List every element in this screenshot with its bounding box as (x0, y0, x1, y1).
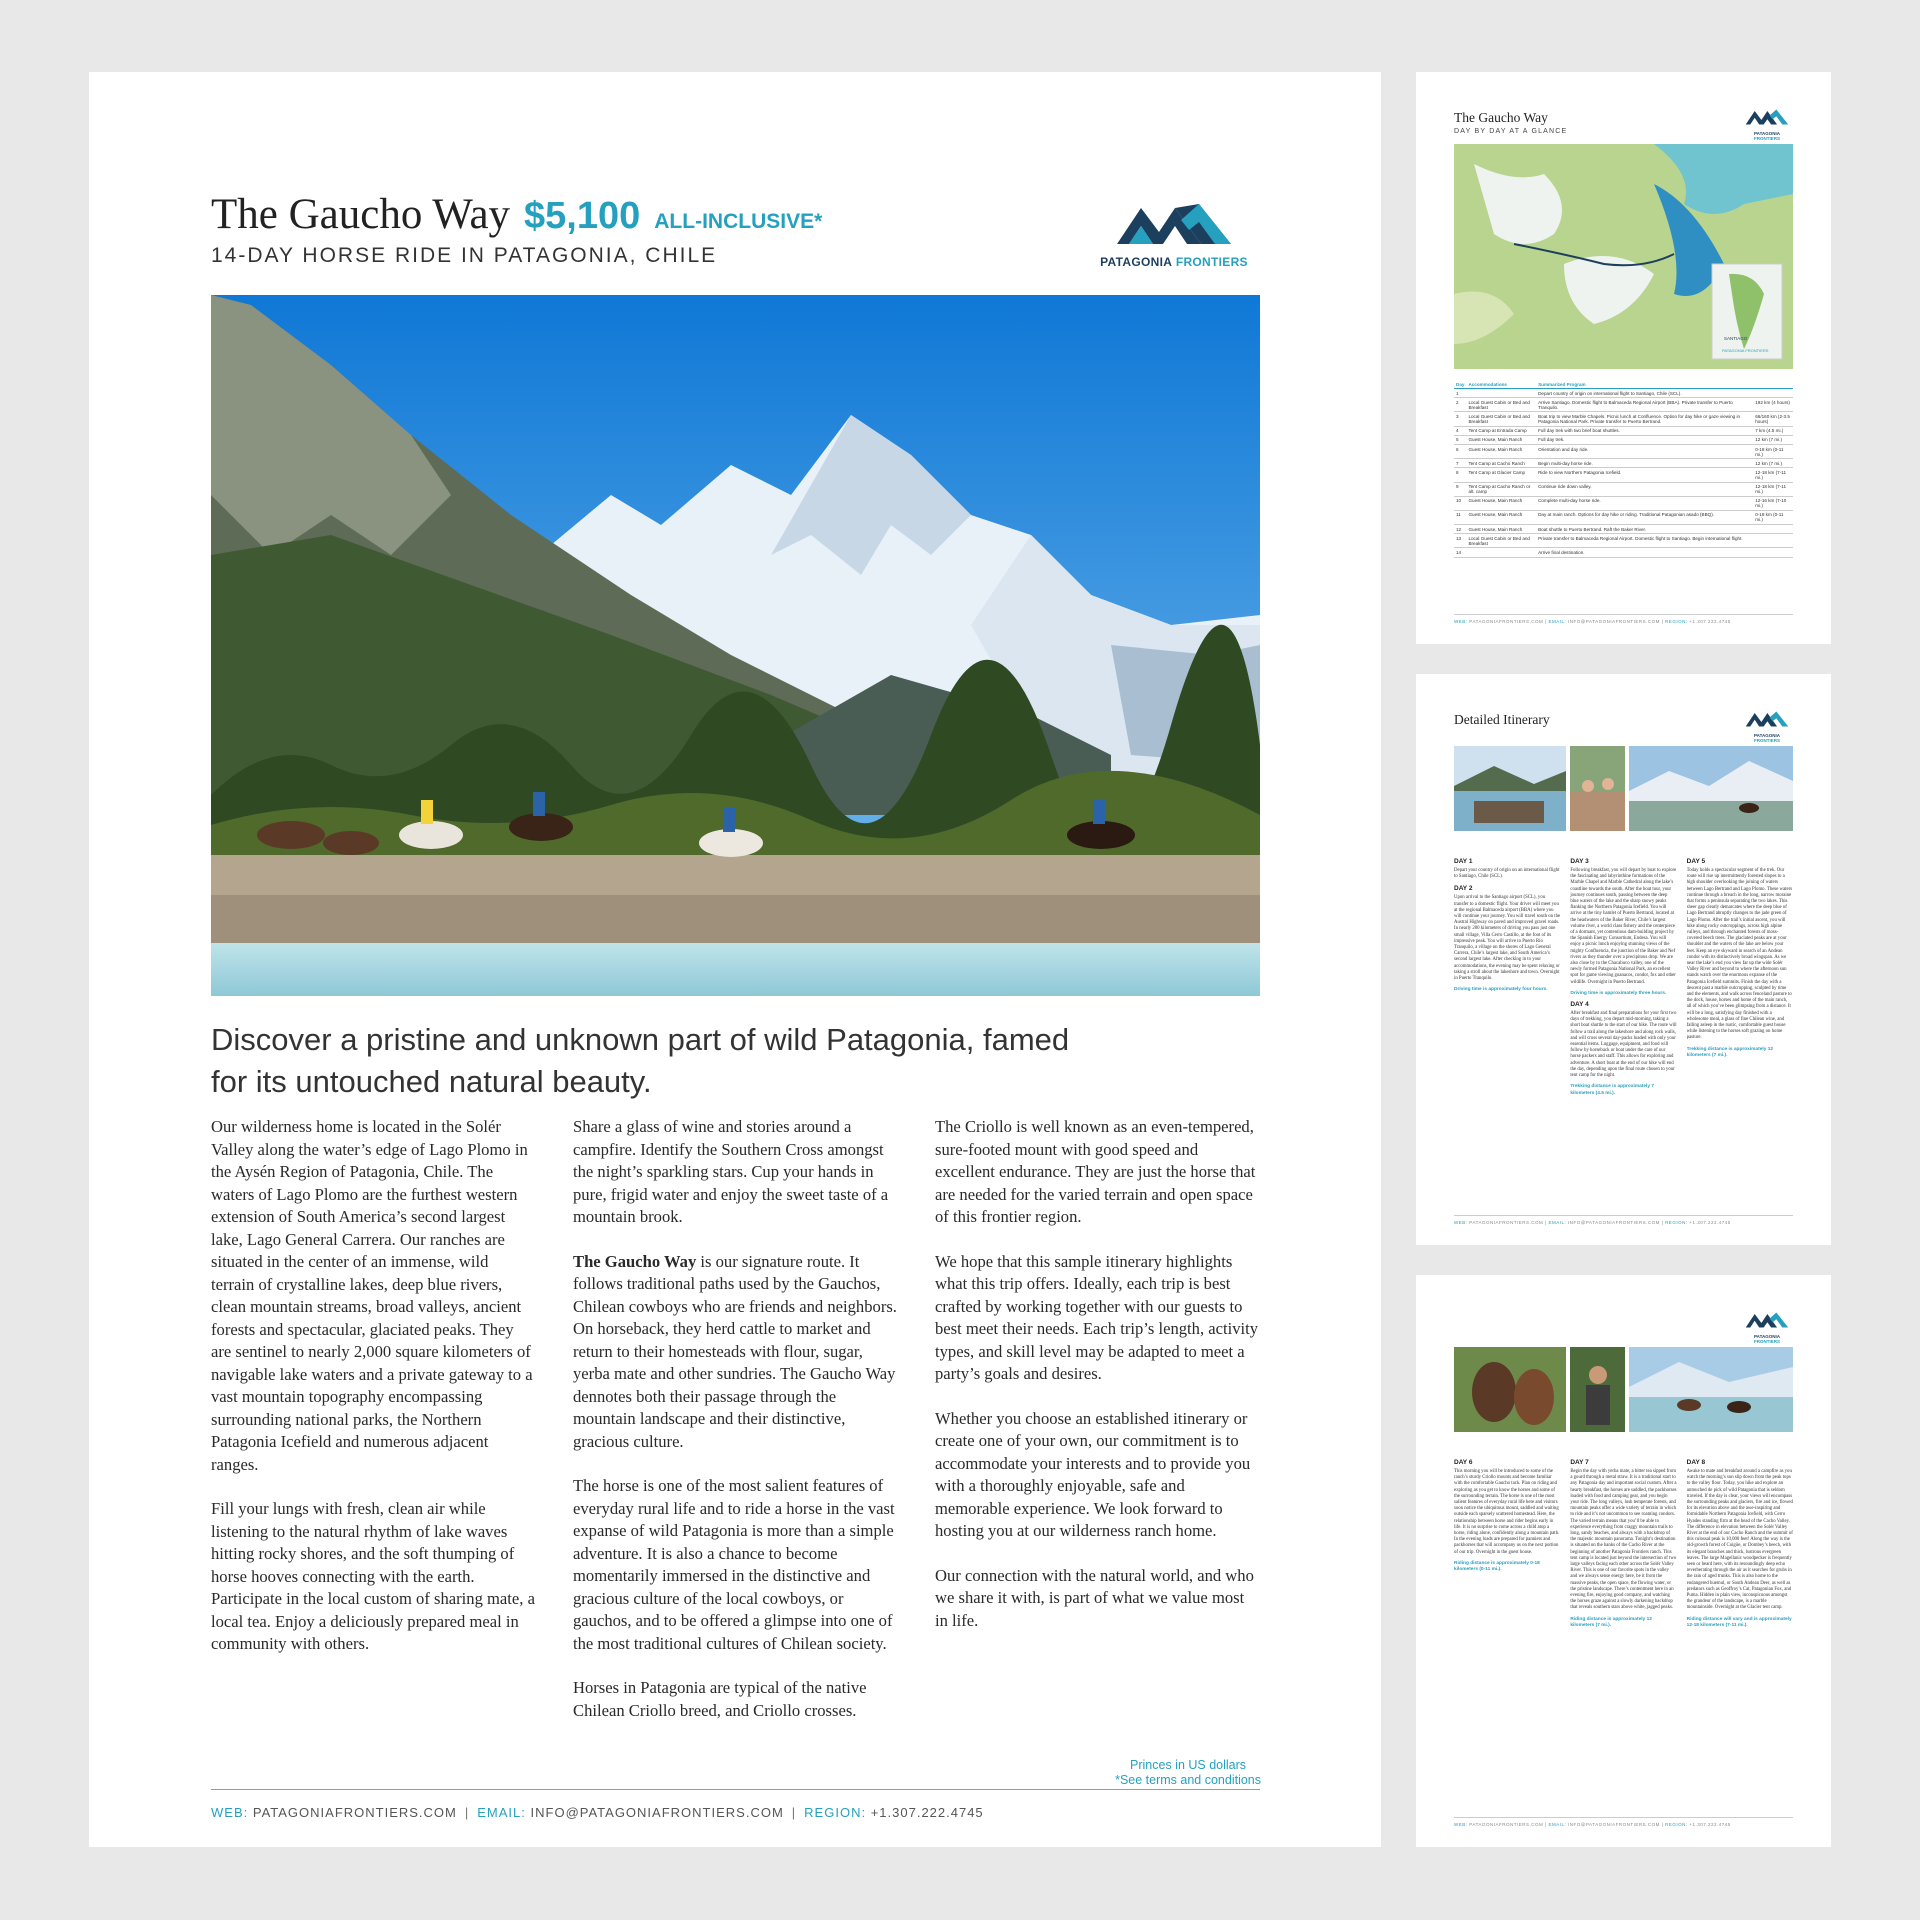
logo-wordmark: PATAGONIA FRONTIERS (1100, 255, 1248, 269)
svg-text:SANTIAGO: SANTIAGO (1724, 336, 1748, 341)
phone-link[interactable]: +1.307.222.4745 (870, 1805, 984, 1820)
table-cell: Continue ride down valley. (1536, 482, 1753, 496)
table-cell: 2 (1454, 398, 1466, 412)
table-cell: 7 km (4.5 mi.) (1753, 426, 1793, 435)
table-row (1454, 398, 1793, 412)
footer: WEB: PATAGONIAFRONTIERS.COM | EMAIL: INFO@PATAGONIAFRONTIERS.COM | REGION: +1.307.222.4745 (211, 1805, 984, 1820)
table-cell: Day at main ranch. Options for day hike or riding. Traditional Patagonian asado (BBQ). (1536, 510, 1753, 524)
table-cell: Guest House, Main Ranch (1466, 510, 1536, 524)
thumb-columns (1454, 1455, 1793, 1633)
itinerary-column-3: DAY 5 Today holds a spectacular segment of the trek. Our route will rise up intermittently forested slopes to a high shoulder overlooking the joining of waters between Lago Bertrand and Lago Plomo. These waters continue through a breach in the long, narrow moraine that forms a peninsula separating the two lakes. This sheer gap clearly demarcates where the deep blue of Lago Bertrand abruptly changes to the jade green of Lago Plomo. After the trail’s initial ascent, you will hike along rocky outcroppings, across high alpine valleys, and through enchanted forests of moss-covered beech trees. The glaciated peaks are at your shoulder and the waters of the lake are below your feet. Keep an eye skyward in search of an Andean condor with its distinctively broad wingspan. As we near the lake’s end you view far up the wide Solér Valley River and beyond to where the afternoon sun stands watch over the enormous expanse of the Patagonia Icefield summits. Finish the day with a descent past a marble outcropping, sculpted by time and the elements, and walk across fenceland pasture to the dock, house, horses and home of the main ranch, all of which you’ve been glimpsing from a distance. It will be a long, satisfying day finished with a wholesome meal, a glass of fine Chilean wine, and falling asleep in the rustic, comfortable guest house while listening to the horses soft grazing on home pasture. Trekking distance is approximately 12 kilometers (7 mi.). (1686, 858, 1793, 1058)
price-note: Princes in US dollars *See terms and conditions (1115, 1758, 1261, 1787)
table-header-cell (1753, 381, 1793, 389)
table-header-cell: Summarized Program (1536, 381, 1753, 389)
table-cell: 192 km (4 hours) (1753, 398, 1793, 412)
footer-divider (211, 1789, 1260, 1790)
table-header-cell: Accommodations (1466, 381, 1536, 389)
table-cell: 0-18 km (0-11 mi.) (1753, 444, 1793, 458)
table-row (1454, 426, 1793, 435)
table-cell: Orientation and day ride. (1536, 444, 1753, 458)
tagline: Discover a pristine and unknown part of wild Patagonia, famed for its untouched natural beauty. (211, 1022, 1070, 1099)
itinerary-column-2: DAY 3 Following breakfast, you will depart by boat to explore the fascinating and labyrinthine formations of the Marble Chapel and Marble Cathedral along the lake’s coastline towards the south. After the boat tour, your journey continues south, passing between the deep blue waters of the lake and the sharp snowy peaks flanking the Northern Patagonia Icefield. You will arrive at the tiny hamlet of Puerto Bertrand, located at the headwaters of the Baker River, Chile’s largest volume river, a world class fishery and the centerpiece of a dormant, yet contentious dam-building project by the Spanish Energy Consortium, Endesa. You will enjoy a picnic lunch enjoying stunning views of the mighty Confluencia, the junction of the Baker and Nef rivers as they thunder over a precipitous drop. We are also close by to the Chacabuco valley, one of the newly formed Patagonia National Park, an excellent spot for game viewing guanacos, condor, fox and other wildlife. Overnight in Puerto Bertrand. Driving time is approximately three hours. DAY 4 After breakfast and final preparations for your first two days of trekking, you depart mid-morning, taking a short boat shuttle to the start of our hike. The route will follow a trail along the lakeshore and along rock walls, and will cross several day-packs loaded with only your essential items. Luggage, equipment, and food will follow by horseback or boat under the care of our horse packers and staff. This allows for exploring and adventure. A short boat at the end of our hike will end the day, depending upon the final route chosen to your tent camp for the night. Trekking distance is approximately 7 kilometers (4.5 mi.). (1570, 858, 1677, 1096)
table-cell: 12-18 km (7-11 mi.) (1753, 468, 1793, 482)
table-cell: Full day trek with two brief boat shuttles. (1536, 426, 1753, 435)
table-row (1454, 548, 1793, 557)
table-cell: Tent Camp at Entrada Camp (1466, 426, 1536, 435)
table-cell: Guest House, Main Ranch (1466, 435, 1536, 444)
table-row (1454, 468, 1793, 482)
thumb-footer: WEB: PATAGONIAFRONTIERS.COM | EMAIL: INFO@PATAGONIAFRONTIERS.COM | REGION: +1.307.222.4745 (1454, 1215, 1793, 1225)
patagonia-frontiers-logo: PATAGONIA FRONTIERS (1741, 1311, 1793, 1344)
thumbnail-days-page[interactable] (1416, 1275, 1831, 1847)
table-cell: Local Guest Cabin or Bed and Breakfast (1466, 412, 1536, 426)
table-cell: Tent Camp at Cacho Ranch or alt. camp (1466, 482, 1536, 496)
thumb-title: Detailed Itinerary (1454, 712, 1550, 727)
body-column-1 (211, 1116, 535, 1744)
boat-photo (1454, 746, 1566, 831)
table-cell: Boat shuttle to Puerto Bertrand. Raft the Baker River. (1536, 525, 1753, 534)
group-photo (1570, 746, 1625, 831)
table-cell: Full day trek. (1536, 435, 1753, 444)
hero-photo (211, 295, 1260, 996)
table-header-cell: Day (1456, 382, 1465, 387)
price-suffix: ALL-INCLUSIVE* (654, 210, 823, 233)
table-cell: 9 (1454, 482, 1466, 496)
paragraph: The Gaucho Way is our signature route. It follows traditional paths used by the Gauchos, Chilean cowboys who are friends and neighbors. On horseback, they herd cattle to market and return to their homesteads with flour, sugar, yerba mate and other sundries. The Gaucho Way dennotes both their passage through the mountain landscape and their distinctive, gracious culture. (573, 1251, 897, 1451)
title-row (211, 190, 822, 239)
region-map (1454, 144, 1793, 369)
itinerary-column-2: DAY 7 Begin the day with yerba mate, a bitter tea sipped from a gourd through a metal straw. It is a traditional start to any Patagonia day and important social custom. After a hearty breakfast, the horses are saddled, the packhorses loaded with food and camping gear, and you begin your ride. The long valleys, lush temperate forests, and mountain peaks offer a wide variety of terrain in which to ride and it’s not uncommon to see roaming condors. The varied terrain means that you’ll be able to experience everything from craggy mountain trails to long, sandy beaches, and always with a backdrop of the majestic mountain panorama. Tonight’s destination is situated on the banks of the Cacho River at the beginning of another Patagonia Frontiers ranch. This tent camp is located just beyond the intersection of two large valleys facing each other across the Solér Valley River. This is one of our favorite spots in the valley and we always sense energy here, be it from the massive peaks, the open space, the flowing water, or the pristine landscape. There’s contentment here in an evening fire, enjoying good company, and watching the horses graze against a slowly darkening backdrop that reveals southern stars above white, jagged peaks. Riding distance is approximately 12 kilometers (7 mi.). (1570, 1459, 1677, 1628)
main-brochure-page (89, 72, 1381, 1847)
table-cell: Arrive final destination. (1536, 548, 1753, 557)
page-title: The Gaucho Way (211, 191, 511, 238)
table-row (1454, 510, 1793, 524)
table-cell: 4 (1454, 426, 1466, 435)
table-cell: Boat trip to view Marble Chapels. Picnic lunch at Confluence. Option for day hike or gaze viewing in Patagonia National Park. Private transfer to Puerto Bertrand. (1536, 412, 1753, 426)
paragraph: Horses in Patagonia are typical of the native Chilean Criollo breed, and Criollo crosses. (573, 1678, 867, 1720)
table-row (1454, 525, 1793, 534)
table-cell: 10 (1454, 496, 1466, 510)
table-row (1454, 412, 1793, 426)
table-row (1454, 389, 1793, 398)
itinerary-summary-table (1454, 381, 1793, 558)
itinerary-column-3: DAY 8 Awake to mate and breakfast around a campfire as you watch the morning’s sun slip down from the peak tops to the valley floor. Today, you hike and explore an untouched de pick of wild Patagonia that is seldom traveled. If the day is clear, your views will encompass the surrounding peaks and glaciers, fire and ice, flowed for its elevation above and the awe-inspiring and formidable Northern Patagonia Icefield, with Cerro Hyades standing firm at the head of the Cacho Valley. The difference in elevation between the Solér Valley River at the end of our Cacho Ranch and the summit of this colossal peak is 10,000 feet! Along the way is the old-growth forest of Coigüe, or Dombey’s beech, with its elegant branches and thick, lustrous evergreen leaves. The large Magellanic woodpecker is frequently seen or heard here, with its resoundingly deep echo reverberating through the air as it searches for grubs in the rain of aged trunks. This is also home to the endangered huemul, or South Andean Deer, as well as predators such as Geoffroy’s Cat, Patagonian Fox, and Puma. Hidden in plain view, inconspicuous amongst the grandeur of the landscape, is a marble mountainside. Overnight at the Glacier tent camp. Riding distance will vary and is approximately 12-18 kilometers (7-11 mi.). (1686, 1459, 1793, 1628)
table-cell: Arrive Santiago. Domestic flight to Balmaceda Regional Airport (BBA). Private transfer to Puerto Tranquilo. (1536, 398, 1753, 412)
table-cell: Local Guest Cabin or Bed and Breakfast (1466, 534, 1536, 548)
table-cell: Ride to view Northern Patagonia Icefield. (1536, 468, 1753, 482)
gaucho-photo (1570, 1347, 1625, 1432)
itinerary-column-1: DAY 1 Depart your country of origin on an international flight to Santiago, Chile (SCL). DAY 2 Upon arrival to the Santiago airport (SCL), you transfer to a domestic flight. Your driver will meet you at the regional Balmaceda airport (BBA) where you will continue your journey. You will travel south on the Austral Highway on paved and improved gravel roads. In nearly 200 kilometers of driving you pass just one small village, Villa Cerro Castillo, at the foot of its impressive peak. You will arrive to Puerto Río Tranquilo, a village on the shores of Lago General Carrera, Chile’s largest lake, and South America’s second largest lake. After checking in to your accommodations, the evening may be spent relaxing or taking a stroll about the lakeshore and town. Overnight in Puerto Tranquilo. Driving time is approximately four hours. (1454, 858, 1561, 993)
thumb-title: The Gaucho Way (1454, 110, 1548, 125)
table-cell: 13 (1454, 534, 1466, 548)
table-row (1454, 459, 1793, 468)
mountain-logo-icon (1745, 108, 1789, 126)
mountain-logo-icon (1745, 710, 1789, 728)
thumbnail-map-page[interactable] (1416, 72, 1831, 644)
patagonia-frontiers-logo (1099, 200, 1249, 269)
bold-route-name: The Gaucho Way (573, 1251, 697, 1271)
table-cell: Guest House, Main Ranch (1466, 444, 1536, 458)
thumb-footer: WEB: PATAGONIAFRONTIERS.COM | EMAIL: INFO@PATAGONIAFRONTIERS.COM | REGION: +1.307.222.4745 (1454, 614, 1793, 624)
table-cell: 6 (1454, 444, 1466, 458)
paragraph: We hope that this sample itinerary highlights what this trip offers. Ideally, each trip is best crafted by working together with our guests to best meet their needs. Each trip’s length, activity types, and skill level may be adapted to meet a party’s goals and desires. (935, 1251, 1259, 1383)
thumb-photo-strip (1454, 746, 1793, 831)
table-cell: 12 (1454, 525, 1466, 534)
table-cell (1753, 525, 1793, 534)
page-subtitle: 14-DAY HORSE RIDE IN PATAGONIA, CHILE (211, 244, 718, 267)
paragraph: Fill your lungs with fresh, clean air while listening to the natural rhythm of lake waves hitting rocky shores, and the soft thumping of horse hooves connecting with the earth. Participate in the local custom of sharing mate, a local tea. Enjoy a deliciously prepared meal in community with others. (211, 1499, 535, 1653)
table-row (1454, 435, 1793, 444)
table-cell (1466, 548, 1536, 557)
table-cell: Complete multi-day horse ride. (1536, 496, 1753, 510)
table-cell (1753, 534, 1793, 548)
thumb-subtitle: DAY BY DAY AT A GLANCE (1454, 128, 1568, 135)
table-cell: Begin multi-day horse ride. (1536, 459, 1753, 468)
body-columns (211, 1116, 1260, 1744)
thumbnail-itinerary-page[interactable] (1416, 674, 1831, 1245)
table-cell: Local Guest Cabin or Bed and Breakfast (1466, 398, 1536, 412)
paragraph: The horse is one of the most salient features of everyday rural life and to ride a horse in the vast expanse of wild Patagonia is more than a simple adventure. It is also a chance to become momentarily immersed in the distinctive and gracious culture of the local cowboys, or gauchos, and to be offered a glimpse into one of the most traditional cultures of Chilean society. (573, 1476, 895, 1653)
table-cell: Guest House, Main Ranch (1466, 496, 1536, 510)
table-cell: 0-18 km (0-11 mi.) (1753, 510, 1793, 524)
table-cell: 7 (1454, 459, 1466, 468)
table-cell: 14 (1454, 548, 1466, 557)
horses-photo (1454, 1347, 1566, 1432)
table-cell: 12-18 km (7-11 mi.) (1753, 482, 1793, 496)
table-cell: 8 (1454, 468, 1466, 482)
email-link[interactable]: INFO@PATAGONIAFRONTIERS.COM (530, 1805, 784, 1820)
patagonia-frontiers-logo: PATAGONIA FRONTIERS (1741, 108, 1793, 141)
patagonia-frontiers-logo: PATAGONIA FRONTIERS (1741, 710, 1793, 743)
table-cell: 66/160 km (2-3.5 hours) (1753, 412, 1793, 426)
table-cell: 5 (1454, 435, 1466, 444)
table-row (1454, 534, 1793, 548)
body-column-2 (573, 1116, 897, 1744)
table-row (1454, 482, 1793, 496)
table-cell: 1 (1454, 389, 1466, 398)
table-cell: 3 (1454, 412, 1466, 426)
riders-photo (1629, 746, 1793, 831)
river-crossing-photo (1629, 1347, 1793, 1432)
thumb-photo-strip (1454, 1347, 1793, 1432)
mountain-logo-icon (1745, 1311, 1789, 1329)
mountain-logo-icon (1115, 200, 1233, 248)
table-cell: Depart country of origin on international flight to Santiago, Chile (SCL). (1536, 389, 1753, 398)
table-cell (1753, 389, 1793, 398)
table-cell: 12 km (7 mi.) (1753, 459, 1793, 468)
table-cell: Tent Camp at Cacho Ranch (1466, 459, 1536, 468)
paragraph: Whether you choose an established itinerary or create one of your own, our commitment is to accommodate your interests and to provide you with a thoroughly enjoyable, safe and memorable experience. We look forward to hosting you at our wilderness ranch home. (935, 1408, 1251, 1540)
table-cell (1466, 389, 1536, 398)
body-column-3 (935, 1116, 1259, 1744)
paragraph: Our wilderness home is located in the Solér Valley along the water’s edge of Lago Plomo in the Aysén Region of Patagonia, Chile. The waters of Lago Plomo are the furthest western extension of South America’s second largest lake, Lago General Carrera. Our ranches are situated in the center of an immense, wild terrain of crystalline lakes, deep blue rivers, clean mountain streams, broad valleys, ancient forests and spectacular, glaciated peaks. They are sentinel to nearly 2,000 square kilometers of navigable lake waters and a private gateway to a vast mountain topography encompassing surrounding national parks, the Northern Patagonia Icefield and numerous adjacent ranges. (211, 1117, 533, 1474)
itinerary-column-1: DAY 6 This morning you will be introduced to some of the ranch’s sturdy Criollo mounts and become familiar with the comfortable Gaucho tack. Plan on riding and exploring as you get to know the horses and some of the surrounding terrain. The horse is one of the most salient features of everyday rural life here and visitors soon notice the ubiquitous mount, saddled and waiting outside each sparsely scattered homestead. Here, the relationship between horse and rider begins early in life. It is no surprise to come across a child atop a horse, riding alone, confidently along a mountain path. In the evening loads are prepared for panniers and packhorses that will accompany us on the next portion of our trip. Overnight in the guest house. Riding distance is approximately 0-18 kilometers (0-11 mi.). (1454, 1459, 1560, 1573)
table-cell: Tent Camp at Glacier Camp (1466, 468, 1536, 482)
table-row (1454, 496, 1793, 510)
paragraph: Our connection with the natural world, and who we share it with, is part of what we value most in life. (935, 1565, 1254, 1630)
paragraph: Share a glass of wine and stories around a campfire. Identify the Southern Cross amongst the night’s sparkling stars. Cup your hands in pure, frigid water and enjoy the sweet taste of a mountain brook. (573, 1117, 889, 1226)
paragraph: The Criollo is well known as an even-tempered, sure-footed mount with good speed and excellent endurance. They are just the horse that are needed for the varied terrain and open space of this frontier region. (935, 1117, 1256, 1226)
price: $5,100 (524, 195, 641, 237)
table-cell (1753, 548, 1793, 557)
web-link[interactable]: PATAGONIAFRONTIERS.COM (252, 1805, 457, 1820)
table-cell: Private transfer to Balmaceda Regional Airport. Domestic flight to Santiago. Begin international flight. (1536, 534, 1753, 548)
table-cell: 12 km (7 mi.) (1753, 435, 1793, 444)
table-row (1454, 444, 1793, 458)
thumb-footer: WEB: PATAGONIAFRONTIERS.COM | EMAIL: INFO@PATAGONIAFRONTIERS.COM | REGION: +1.307.222.4745 (1454, 1817, 1793, 1827)
table-cell: 11 (1454, 510, 1466, 524)
thumb-columns (1454, 854, 1793, 1101)
table-cell: 12-16 km (7-10 mi.) (1753, 496, 1793, 510)
svg-text:PATAGONIA FRONTIERS: PATAGONIA FRONTIERS (1722, 348, 1769, 353)
table-cell: Guest House, Main Ranch (1466, 525, 1536, 534)
